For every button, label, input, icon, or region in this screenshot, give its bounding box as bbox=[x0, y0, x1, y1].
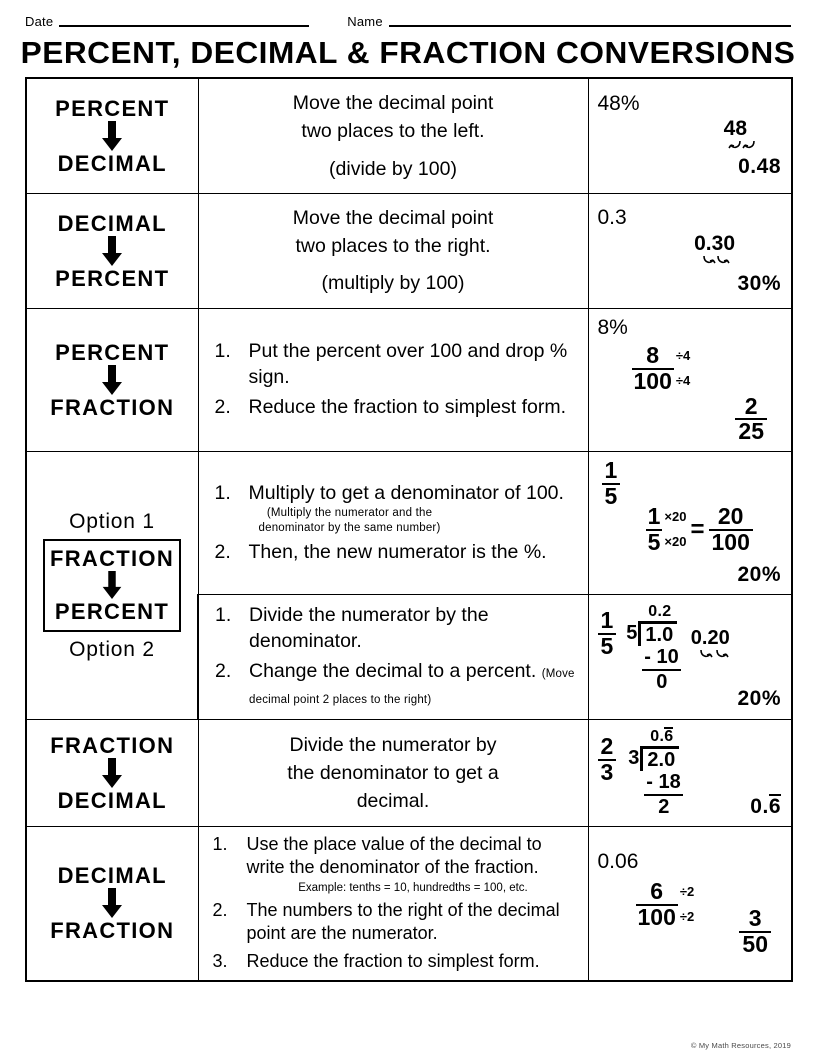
division-bracket-icon bbox=[638, 621, 677, 646]
table-row bbox=[26, 193, 792, 308]
step-note: (Multiply the numerator and the denominator by the same number) bbox=[258, 507, 441, 534]
label-from: DECIMAL bbox=[57, 210, 167, 236]
row-rule-fraction-to-decimal bbox=[198, 719, 588, 826]
long-division-work bbox=[626, 603, 680, 693]
date-name-header bbox=[25, 0, 791, 30]
row-label-fraction-to-percent bbox=[26, 452, 198, 720]
example-start-value: 0.06 bbox=[597, 849, 639, 873]
row-example-decimal-to-fraction bbox=[588, 826, 792, 980]
step-text: Reduce the fraction to simplest form. bbox=[246, 951, 540, 972]
label-to: DECIMAL bbox=[57, 787, 167, 813]
division-bracket-icon bbox=[640, 746, 679, 771]
rule-step bbox=[211, 540, 578, 566]
table-row bbox=[26, 452, 792, 595]
step-text: The numbers to the right of the decimal point are the numerator. bbox=[246, 899, 560, 944]
fraction-denominator: 100 bbox=[633, 367, 672, 394]
date-label: Date bbox=[25, 14, 54, 29]
operation-top: ÷2 bbox=[679, 883, 695, 899]
work-numerator: 1 bbox=[647, 503, 661, 530]
example-start-fraction bbox=[598, 732, 617, 785]
label-from: FRACTION bbox=[49, 546, 175, 571]
label-from: PERCENT bbox=[55, 339, 170, 365]
division-subtract: - 18 bbox=[644, 771, 682, 795]
division-quotient: 0.6 bbox=[650, 727, 674, 745]
work-denominator: 5 bbox=[647, 529, 661, 556]
row-example-fraction-to-percent-option-1 bbox=[588, 452, 792, 595]
result-denominator: 50 bbox=[739, 931, 771, 957]
example-fraction-with-divisor bbox=[632, 341, 691, 394]
fraction-to-percent-box bbox=[43, 539, 181, 632]
rule-line-1: Move the decimal point bbox=[292, 206, 494, 229]
step-note: (Move decimal point 2 places to the right) bbox=[249, 668, 575, 707]
row-rule-decimal-to-percent bbox=[198, 193, 588, 308]
start-numerator: 2 bbox=[600, 732, 614, 759]
row-example-percent-to-fraction bbox=[588, 308, 792, 452]
step-number: 3. bbox=[212, 951, 228, 972]
step-text: Reduce the fraction to simplest form. bbox=[248, 396, 567, 419]
operation-top: ÷4 bbox=[675, 347, 691, 363]
down-arrow-icon bbox=[29, 121, 196, 151]
step-number: 2. bbox=[215, 660, 232, 683]
step-number: 1. bbox=[215, 603, 232, 626]
product-denominator: 100 bbox=[709, 529, 753, 555]
step-number: 1. bbox=[212, 833, 228, 854]
operation-top: ×20 bbox=[664, 509, 687, 525]
operation-bottom: ÷4 bbox=[675, 372, 691, 388]
division-dividend: 1.0 bbox=[645, 623, 674, 646]
division-subtract: - 10 bbox=[642, 646, 680, 670]
copyright-credit: © My Math Resources, 2019 bbox=[690, 1041, 791, 1050]
example-work-fraction bbox=[646, 505, 687, 555]
start-denominator: 5 bbox=[602, 483, 621, 509]
division-remainder: 2 bbox=[658, 795, 670, 818]
label-to: PERCENT bbox=[55, 265, 170, 291]
example-start-value: 48% bbox=[597, 92, 640, 116]
name-label: Name bbox=[347, 14, 383, 29]
row-example-decimal-to-percent bbox=[588, 193, 792, 308]
rule-line-1: Move the decimal point bbox=[292, 92, 494, 114]
repeating-bar-icon: 6 bbox=[664, 727, 674, 745]
example-work-value: 48 bbox=[723, 117, 747, 141]
step-text: Change the decimal to a percent. bbox=[249, 660, 537, 683]
rule-step bbox=[211, 481, 578, 535]
decimal-shift-right-icon bbox=[694, 255, 735, 267]
example-start-value: 8% bbox=[597, 315, 628, 339]
example-start-fraction bbox=[602, 459, 621, 509]
row-rule-fraction-to-percent-option-1 bbox=[198, 452, 588, 595]
down-arrow-icon bbox=[29, 365, 196, 395]
fraction-numerator: 8 bbox=[632, 344, 674, 370]
step-text: Multiply to get a denominator of 100. bbox=[248, 481, 564, 504]
down-arrow-icon bbox=[29, 758, 196, 788]
start-denominator: 3 bbox=[598, 759, 617, 785]
division-dividend: 2.0 bbox=[647, 748, 676, 771]
start-numerator: 1 bbox=[604, 457, 618, 484]
row-label-decimal-to-percent bbox=[26, 193, 198, 308]
rule-sub-note: (multiply by 100) bbox=[321, 272, 465, 295]
example-start-fraction bbox=[598, 606, 617, 659]
rule-line-2: two places to the right. bbox=[295, 235, 491, 258]
division-divisor: 3 bbox=[628, 746, 640, 769]
down-arrow-icon bbox=[29, 236, 196, 266]
row-example-fraction-to-decimal bbox=[588, 719, 792, 826]
row-rule-percent-to-fraction bbox=[198, 308, 588, 452]
row-example-fraction-to-percent-option-2 bbox=[588, 594, 792, 719]
start-numerator: 1 bbox=[600, 606, 614, 633]
step-text: Divide the numerator by the denominator. bbox=[249, 603, 489, 652]
step-number: 1. bbox=[214, 339, 231, 362]
example-result: 0.6 bbox=[750, 794, 781, 818]
step-number: 2. bbox=[214, 396, 231, 419]
result-denominator: 25 bbox=[735, 418, 767, 444]
label-from: FRACTION bbox=[50, 732, 175, 758]
example-shift-value: 0.20 bbox=[690, 626, 730, 649]
rule-line-3: decimal. bbox=[356, 790, 430, 813]
decimal-shift-left-icon bbox=[724, 140, 747, 152]
example-work-value: 0.30 bbox=[694, 231, 735, 255]
row-label-percent-to-decimal bbox=[26, 78, 198, 193]
rule-line-2: two places to the left. bbox=[301, 120, 485, 143]
row-label-decimal-to-fraction bbox=[26, 826, 198, 980]
division-remainder: 0 bbox=[656, 670, 668, 693]
fraction-denominator: 100 bbox=[637, 903, 676, 930]
example-result: 20% bbox=[737, 562, 781, 586]
example-product-fraction bbox=[709, 505, 753, 555]
option-2-label: Option 2 bbox=[69, 638, 155, 662]
example-result-fraction bbox=[739, 907, 771, 957]
rule-sub-note: (divide by 100) bbox=[329, 157, 457, 180]
step-text: Use the place value of the decimal to write the denominator of the fraction. bbox=[246, 833, 542, 878]
label-to: PERCENT bbox=[54, 599, 170, 625]
date-write-line[interactable] bbox=[59, 24, 309, 27]
example-result: 30% bbox=[737, 271, 781, 295]
label-to: FRACTION bbox=[50, 918, 175, 944]
rule-step bbox=[211, 339, 578, 390]
step-number: 2. bbox=[214, 541, 231, 563]
option-1-label: Option 1 bbox=[69, 509, 155, 533]
down-arrow-icon bbox=[29, 888, 196, 918]
operation-bottom: ×20 bbox=[664, 534, 687, 550]
page-title: PERCENT, DECIMAL & FRACTION CONVERSIONS bbox=[20, 35, 796, 70]
equals-sign: = bbox=[690, 516, 705, 544]
table-row bbox=[26, 78, 792, 193]
row-rule-decimal-to-fraction bbox=[198, 826, 588, 980]
example-start-value: 0.3 bbox=[597, 205, 627, 229]
conversions-table bbox=[25, 77, 793, 982]
example-result: 0.48 bbox=[738, 155, 781, 179]
step-text: Put the percent over 100 and drop % sign. bbox=[248, 339, 568, 388]
rule-step bbox=[209, 899, 580, 946]
step-note: Example: tenths = 10, hundredths = 100, etc. bbox=[298, 881, 528, 894]
rule-step bbox=[211, 395, 578, 421]
example-result: 20% bbox=[737, 686, 781, 710]
rule-line-1: Divide the numerator by bbox=[289, 733, 497, 756]
rule-step bbox=[209, 833, 580, 896]
step-text: Then, the new numerator is the %. bbox=[248, 541, 547, 563]
result-numerator: 2 bbox=[744, 392, 758, 419]
table-row bbox=[26, 826, 792, 980]
long-division-work bbox=[628, 727, 682, 818]
operation-bottom: ÷2 bbox=[679, 908, 695, 924]
step-number: 1. bbox=[214, 481, 231, 504]
table-row bbox=[26, 308, 792, 452]
row-example-percent-to-decimal bbox=[588, 78, 792, 193]
label-to: FRACTION bbox=[50, 394, 175, 420]
down-arrow-icon bbox=[47, 571, 177, 599]
rule-step bbox=[209, 950, 580, 973]
start-denominator: 5 bbox=[598, 633, 617, 659]
table-row bbox=[26, 719, 792, 826]
fraction-numerator: 6 bbox=[636, 880, 678, 906]
division-divisor: 5 bbox=[626, 621, 638, 644]
step-number: 2. bbox=[212, 899, 228, 920]
row-rule-percent-to-decimal bbox=[198, 78, 588, 193]
product-numerator: 20 bbox=[717, 503, 744, 530]
rule-line-2: the denominator to get a bbox=[287, 761, 499, 784]
decimal-shift-right-icon bbox=[691, 649, 730, 661]
result-numerator: 3 bbox=[748, 905, 762, 932]
rule-step bbox=[211, 659, 578, 710]
rule-step bbox=[211, 603, 578, 654]
label-from: DECIMAL bbox=[57, 863, 167, 889]
repeating-bar-icon: 6 bbox=[768, 794, 781, 818]
label-to: DECIMAL bbox=[57, 150, 167, 176]
division-quotient: 0.2 bbox=[648, 602, 672, 620]
example-result-fraction bbox=[735, 392, 767, 445]
row-label-percent-to-fraction bbox=[26, 308, 198, 452]
row-label-fraction-to-decimal bbox=[26, 719, 198, 826]
label-from: PERCENT bbox=[55, 95, 170, 121]
name-write-line[interactable] bbox=[389, 24, 791, 27]
row-rule-fraction-to-percent-option-2 bbox=[198, 594, 588, 719]
example-fraction-with-divisor bbox=[636, 877, 695, 930]
